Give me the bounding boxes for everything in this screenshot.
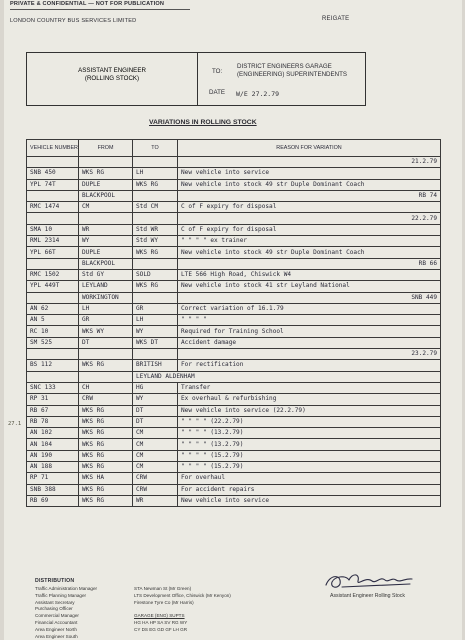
document-page [4,0,462,640]
to-cell: WKS RG [133,179,178,190]
reason-cell: New vehicle into service [178,495,441,506]
header-vehicle-number: VEHICLE NUMBER [27,140,79,157]
from-cell: CM [79,202,133,213]
from-cell: LEYLAND [79,281,133,292]
date-marker-row [27,213,441,224]
handwritten-signature [322,570,417,592]
date-marker-spacer [27,349,79,360]
table-row [27,394,441,405]
reason-cell: " " " " (22.2.79) [178,416,441,427]
fleet-number-cell: RB 74 [178,190,441,201]
date-marker-spacer [27,157,79,168]
fleet-number-cell: SNB 449 [178,292,441,303]
to-cell: Std WR [133,224,178,235]
table-row [27,495,441,506]
table-row [27,428,441,439]
from-cell: GR [79,315,133,326]
table-row [27,202,441,213]
from-cell: WKS RG [79,439,133,450]
reason-cell: For overhaul [178,473,441,484]
reason-cell: Accident damage [178,337,441,348]
to-cell: CRW [133,484,178,495]
table-row [27,190,441,201]
from-cell: DT [79,337,133,348]
to-cell [133,190,178,201]
from-cell: CRW [79,394,133,405]
table-row [27,303,441,314]
vehicle-number-cell: RML 2314 [27,236,79,247]
distribution-list-2 [134,586,231,606]
from-cell: WKS RG [79,450,133,461]
distribution-list-1 [35,586,97,640]
reason-cell: C of F expiry for disposal [178,224,441,235]
from-cell: Std GY [79,269,133,280]
reason-cell: " " " " [178,315,441,326]
memo-from-line2: (ROLLING STOCK) [84,75,140,82]
date-marker-spacer [133,213,178,224]
memo-date-label: DATE [209,89,226,96]
distribution-label: DISTRIBUTION [35,578,75,584]
reason-cell: LTE 566 High Road, Chiswick W4 [178,269,441,280]
reason-cell: C of F expiry for disposal [178,202,441,213]
date-marker-row [27,157,441,168]
from-cell: CH [79,382,133,393]
distribution-item: STA Newman St (Mr Green) [134,586,192,591]
date-marker: 21.2.79 [178,157,441,168]
reason-cell: New vehicle into stock 49 str Duple Dominant Coach [178,247,441,258]
distribution-item: Traffic Planning Manager [35,592,87,598]
vehicle-number-cell: YPL 66T [27,247,79,258]
table-row [27,462,441,473]
table-row [27,179,441,190]
table-row [27,247,441,258]
date-marker-row [27,349,441,360]
to-cell: GR [133,303,178,314]
memo-to-value: DISTRICT ENGINEERS GARAGE (ENGINEERING) SUPERINTENDENTS [237,63,348,78]
date-marker-spacer [79,157,133,168]
document-title: VARIATIONS IN ROLLING STOCK [149,119,257,126]
from-cell: DUPLE [79,247,133,258]
from-cell: BLACKPOOL [79,258,133,269]
from-cell: WKS RG [79,428,133,439]
distribution-item: Firestone Tyre Co (Mr Harris) [134,599,194,605]
vehicle-number-cell: SM 525 [27,337,79,348]
table-row [27,326,441,337]
reason-cell: Correct variation of 16.1.79 [178,303,441,314]
vehicle-number-cell: BS 112 [27,360,79,371]
from-cell: WKS RG [79,462,133,473]
to-cell: CM [133,462,178,473]
confidential-notice: PRIVATE & CONFIDENTIAL — NOT FOR PUBLICATION [10,1,165,7]
to-cell: WKS RG [133,247,178,258]
vehicle-number-cell: AN 62 [27,303,79,314]
reason-cell: New vehicle into stock 41 str Leyland National [178,281,441,292]
from-cell: WKS RG [79,405,133,416]
to-cell: LH [133,168,178,179]
from-cell: WKS HA [79,473,133,484]
memo-address-box [26,52,366,106]
table-row [27,405,441,416]
garage-codes-line: HG HA HP SA SV RG WY [134,620,188,625]
memo-to-label: TO: [212,68,223,75]
vehicle-number-cell: RP 71 [27,473,79,484]
vehicle-number-cell: RB 67 [27,405,79,416]
from-cell: WORKINGTON [79,292,133,303]
table-row [27,236,441,247]
date-marker-spacer [79,349,133,360]
signatory-title: Assistant Engineer Rolling Stock [330,593,405,599]
to-cell: DT [133,416,178,427]
office-location: REIGATE [322,16,350,22]
table-row [27,416,441,427]
distribution-item: Traffic Administration Manager [35,586,98,591]
vehicle-number-cell: RB 69 [27,495,79,506]
from-cell: DUPLE [79,179,133,190]
memo-from-line1: ASSISTANT ENGINEER [78,67,146,74]
to-cell: DT [133,405,178,416]
to-cell: WY [133,326,178,337]
from-cell: WKS RG [79,484,133,495]
table-row [27,224,441,235]
reason-cell: Transfer [178,382,441,393]
header-reason: REASON FOR VARIATION [178,140,441,157]
table-row [27,168,441,179]
reason-cell: " " " " (15.2.79) [178,450,441,461]
to-cell: HG [133,382,178,393]
table-row [27,450,441,461]
reason-cell: New vehicle into service [178,168,441,179]
margin-note: 27.1 [8,421,22,427]
from-cell: WKS RG [79,360,133,371]
reason-cell: Ex overhaul & refurbishing [178,394,441,405]
table-row [27,292,441,303]
company-name: LONDON COUNTRY BUS SERVICES LIMITED [10,18,137,24]
vehicle-number-cell: SMA 10 [27,224,79,235]
to-cell: CM [133,439,178,450]
date-marker-spacer [133,349,178,360]
table-row [27,258,441,269]
vehicle-number-cell: AN 5 [27,315,79,326]
fleet-number-cell: RB 66 [178,258,441,269]
distribution-item: Purchasing Officer [35,606,73,612]
table-row [27,382,441,393]
table-row [27,337,441,348]
table-row [27,484,441,495]
reason-cell: " " " " (15.2.79) [178,462,441,473]
to-cell: WKS RG [133,281,178,292]
vehicle-number-cell: SNC 133 [27,382,79,393]
vehicle-number-cell: RMC 1502 [27,269,79,280]
distribution-item: Assistant Secretary [35,599,75,605]
from-cell: LH [79,303,133,314]
vehicle-number-cell: SNB 450 [27,168,79,179]
vehicle-number-cell: RP 31 [27,394,79,405]
to-cell: Std WY [133,236,178,247]
vehicle-number-cell: AN 102 [27,428,79,439]
distribution-item: Area Engineer South [35,633,78,639]
garage-supts-label: GARAGE (ENG) SUPTS [134,613,185,618]
table-row [27,360,441,371]
vehicle-number-cell: RB 78 [27,416,79,427]
vehicle-number-cell [27,190,79,201]
vehicle-number-cell: RC 10 [27,326,79,337]
confidential-rule [10,9,190,10]
to-cell: WR [133,495,178,506]
vehicle-number-cell: YPL 449T [27,281,79,292]
to-cell [133,292,178,303]
to-cell [133,258,178,269]
to-cell: LH [133,315,178,326]
to-cell: SOLD [133,269,178,280]
vehicle-number-cell [27,371,79,382]
distribution-item: Commercial Manager [35,613,79,619]
from-cell: WKS WY [79,326,133,337]
memo-from [27,67,197,83]
to-cell: WY [133,394,178,405]
table-row [27,315,441,326]
reason-cell: " " " " ex trainer [178,236,441,247]
from-cell: BLACKPOOL [79,190,133,201]
header-from: FROM [79,140,133,157]
vehicle-number-cell: AN 104 [27,439,79,450]
to-cell: CM [133,450,178,461]
to-cell: WKS DT [133,337,178,348]
reason-cell: " " " " (13.2.79) [178,439,441,450]
memo-date-value: W/E 27.2.79 [236,90,280,98]
vehicle-number-cell: AN 188 [27,462,79,473]
vehicle-number-cell: RMC 1474 [27,202,79,213]
table-header-row [27,140,441,157]
distribution-item: Financial Accountant [35,619,78,625]
date-marker-spacer [79,213,133,224]
vehicle-number-cell: AN 190 [27,450,79,461]
variations-table [26,139,441,507]
reason-cell: New vehicle into service (22.2.79) [178,405,441,416]
to-cell: CM [133,428,178,439]
date-marker: 22.2.79 [178,213,441,224]
to-cell: CRW [133,473,178,484]
from-cell: WKS RG [79,495,133,506]
from-cell: WY [79,236,133,247]
date-marker-spacer [133,157,178,168]
reason-cell: New vehicle into stock 49 str Duple Dominant Coach [178,179,441,190]
distribution-item: LTS Development Office, Chiswick (Mr Kenyon) [134,592,231,598]
from-cell: WKS RG [79,168,133,179]
to-cell: Std CM [133,202,178,213]
reason-cell: " " " " (13.2.79) [178,428,441,439]
garage-codes-line: CY DS EG GD GF LH GR [134,626,188,632]
to-cell: LEYLAND ALDENHAM [133,371,441,382]
garage-codes [134,620,187,634]
table-row [27,473,441,484]
vehicle-number-cell: YPL 74T [27,179,79,190]
table-row [27,281,441,292]
distribution-item: Area Engineer North [35,626,77,632]
table-row [27,439,441,450]
table-row [27,269,441,280]
address-divider [197,53,198,105]
from-cell: WR [79,224,133,235]
table-row [27,371,441,382]
reason-cell: Required for Training School [178,326,441,337]
from-cell [79,371,133,382]
vehicle-number-cell [27,258,79,269]
from-cell: WKS RG [79,416,133,427]
header-to: TO [133,140,178,157]
date-marker-spacer [27,213,79,224]
vehicle-number-cell [27,292,79,303]
vehicle-number-cell: SNB 388 [27,484,79,495]
date-marker: 23.2.79 [178,349,441,360]
to-cell: BRITISH [133,360,178,371]
reason-cell: For accident repairs [178,484,441,495]
reason-cell: For rectification [178,360,441,371]
